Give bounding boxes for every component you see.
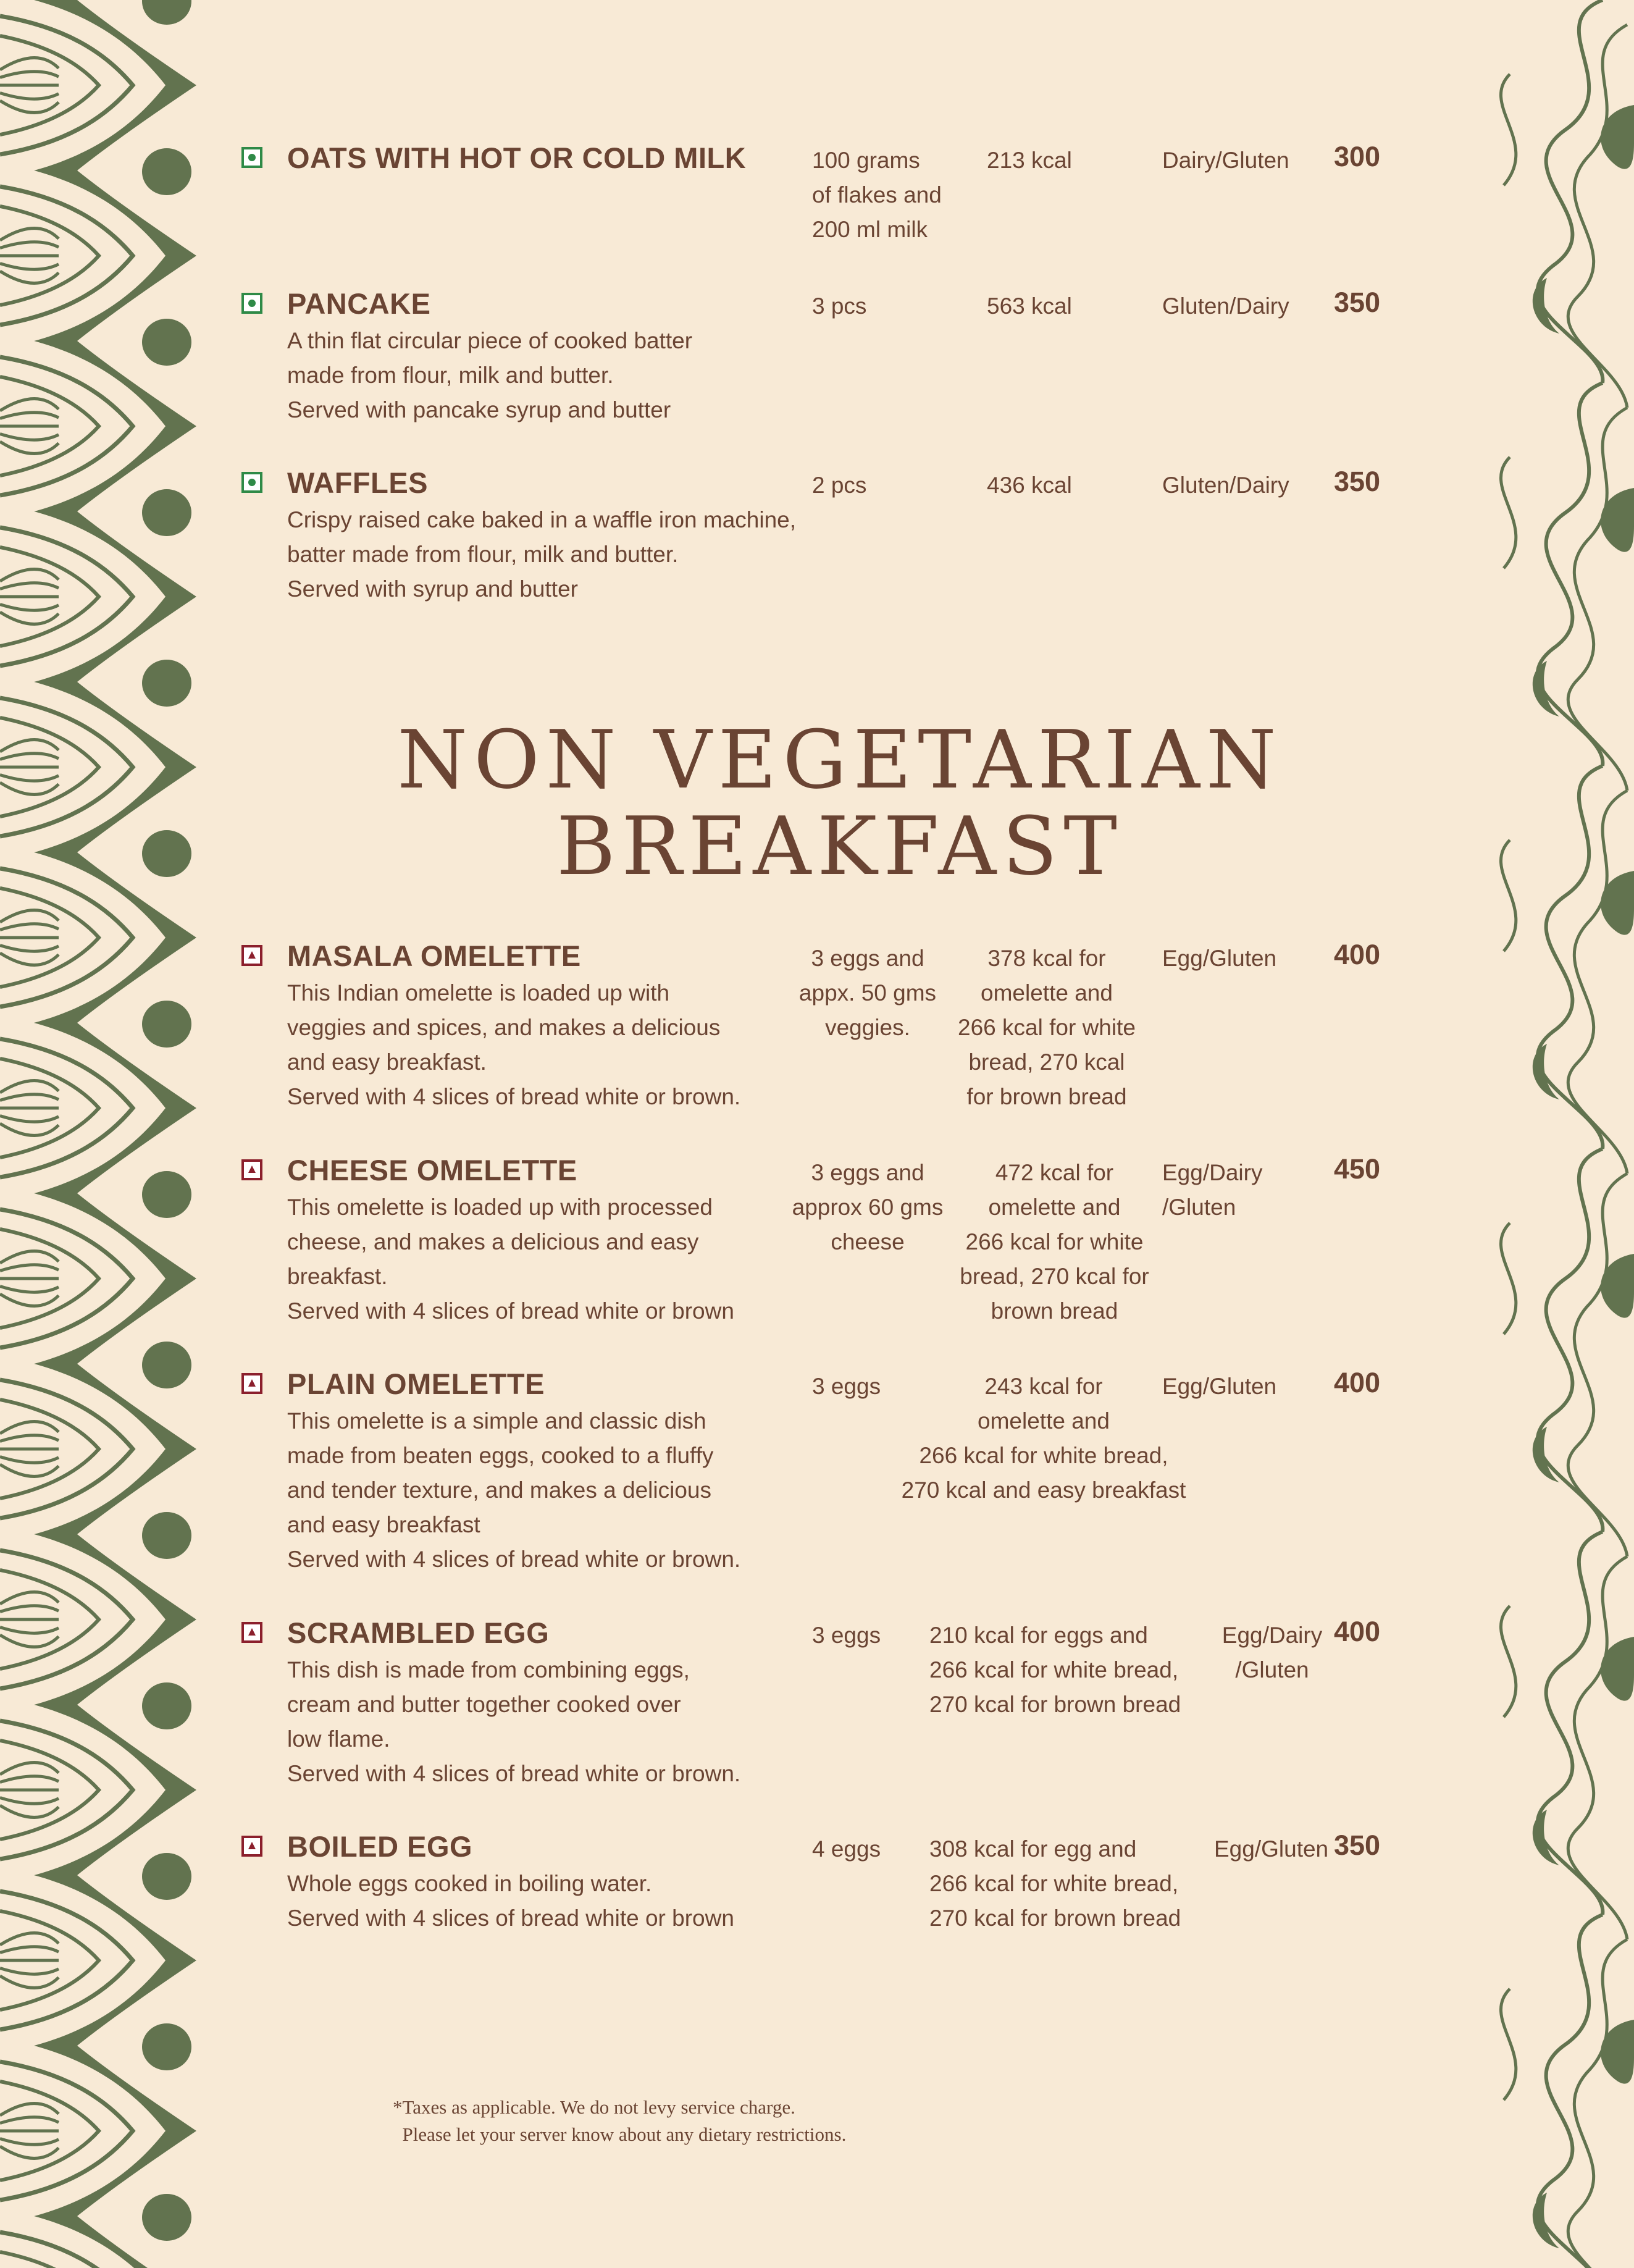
item-description: Crispy raised cake baked in a waffle iron machine, batter made from flour, milk and butter. Served with syrup and butter	[287, 507, 797, 602]
item-portion: 3 pcs	[812, 293, 867, 319]
section-title	[371, 713, 1309, 893]
item-price: 400	[1334, 1616, 1381, 1647]
item-portion: 100 grams of flakes and 200 ml milk	[812, 148, 942, 242]
item-allergens: Egg/Gluten	[1162, 1374, 1277, 1399]
nonveg-icon	[241, 1159, 262, 1180]
item-name: WAFFLES	[287, 466, 429, 499]
item-price: 350	[1334, 466, 1381, 497]
veg-icon	[241, 147, 262, 168]
item-description: This omelette is loaded up with processed cheese, and makes a delicious and easy breakfast. Served with 4 slices of bread white or brown	[287, 1195, 734, 1324]
nonveg-icon	[241, 1622, 262, 1643]
item-description: A thin flat circular piece of cooked batter made from flour, milk and butter. Served with pancake syrup and butter	[287, 328, 693, 422]
item-description: Whole eggs cooked in boiling water. Served with 4 slices of bread white or brown	[287, 1871, 734, 1931]
item-portion: 3 eggs	[812, 1374, 881, 1399]
nonveg-icon	[241, 1373, 262, 1394]
item-price: 350	[1334, 1829, 1381, 1861]
menu-item	[0, 143, 1634, 248]
item-price: 400	[1334, 939, 1381, 970]
menu-item	[0, 1369, 1634, 1586]
item-price: 350	[1334, 287, 1381, 318]
item-name: CHEESE OMELETTE	[287, 1154, 577, 1186]
item-allergens: Egg/Dairy /Gluten	[1221, 1623, 1323, 1682]
item-allergens: Dairy/Gluten	[1162, 148, 1289, 173]
item-allergens: Egg/Gluten	[1214, 1836, 1329, 1862]
nonveg-icon	[241, 945, 262, 966]
veg-icon	[241, 472, 262, 493]
item-price: 300	[1334, 141, 1381, 172]
nonveg-icon	[241, 1836, 262, 1857]
item-price: 400	[1334, 1367, 1381, 1398]
item-name: MASALA OMELETTE	[287, 939, 581, 972]
menu-item	[0, 289, 1634, 425]
item-calories: 213 kcal	[987, 148, 1072, 173]
menu-item	[0, 941, 1634, 1127]
item-allergens: Egg/Gluten	[1162, 946, 1277, 971]
item-calories: 210 kcal for eggs and 266 kcal for white bread, 270 kcal for brown bread	[929, 1623, 1181, 1717]
veg-icon	[241, 293, 262, 314]
item-calories: 472 kcal for omelette and 266 kcal for white bread, 270 kcal for brown bread	[960, 1160, 1149, 1324]
item-description: This dish is made from combining eggs, cream and butter together cooked over low flame. Served with 4 slices of bread white or brown.	[287, 1657, 741, 1786]
item-allergens: Gluten/Dairy	[1162, 293, 1289, 319]
item-calories: 308 kcal for egg and 266 kcal for white bread, 270 kcal for brown bread	[929, 1836, 1181, 1931]
menu-item	[0, 1153, 1634, 1341]
item-allergens: Gluten/Dairy	[1162, 472, 1289, 498]
item-calories: 378 kcal for omelette and 266 kcal for white bread, 270 kcal for brown bread	[958, 946, 1136, 1109]
item-name: OATS WITH HOT OR COLD MILK	[287, 141, 747, 174]
item-price: 450	[1334, 1153, 1381, 1185]
item-portion: 3 eggs and appx. 50 gms veggies.	[798, 946, 937, 1040]
menu-item	[0, 1618, 1634, 1804]
item-name: PLAIN OMELETTE	[287, 1367, 545, 1400]
item-portion: 3 eggs	[812, 1623, 881, 1648]
item-name: PANCAKE	[287, 287, 431, 320]
item-name: BOILED EGG	[287, 1830, 473, 1863]
item-description: This omelette is a simple and classic dish made from beaten eggs, cooked to a fluffy and tender texture, and makes a delicious and easy breakfast Served with 4 slices of bread white or brown.	[287, 1408, 741, 1572]
item-calories: 563 kcal	[987, 293, 1072, 319]
section-title-text: NON VEGETARIAN BREAKFAST	[397, 713, 1283, 893]
item-calories: 243 kcal for omelette and 266 kcal for white bread, 270 kcal and easy breakfast	[901, 1374, 1186, 1503]
item-allergens: Egg/Dairy /Gluten	[1162, 1160, 1263, 1220]
item-portion: 4 eggs	[812, 1836, 881, 1862]
footnote: *Taxes as applicable. We do not levy service charge. Please let your server know about any dietary restrictions.	[393, 2096, 847, 2145]
item-portion: 3 eggs and approx 60 gms cheese	[792, 1160, 944, 1254]
menu-item	[0, 468, 1634, 604]
item-portion: 2 pcs	[812, 472, 867, 498]
menu-item	[0, 1829, 1634, 1955]
item-description: This Indian omelette is loaded up with veggies and spices, and makes a delicious and easy breakfast. Served with 4 slices of bread white or brown.	[287, 980, 741, 1109]
item-name: SCRAMBLED EGG	[287, 1616, 550, 1649]
item-calories: 436 kcal	[987, 472, 1072, 498]
